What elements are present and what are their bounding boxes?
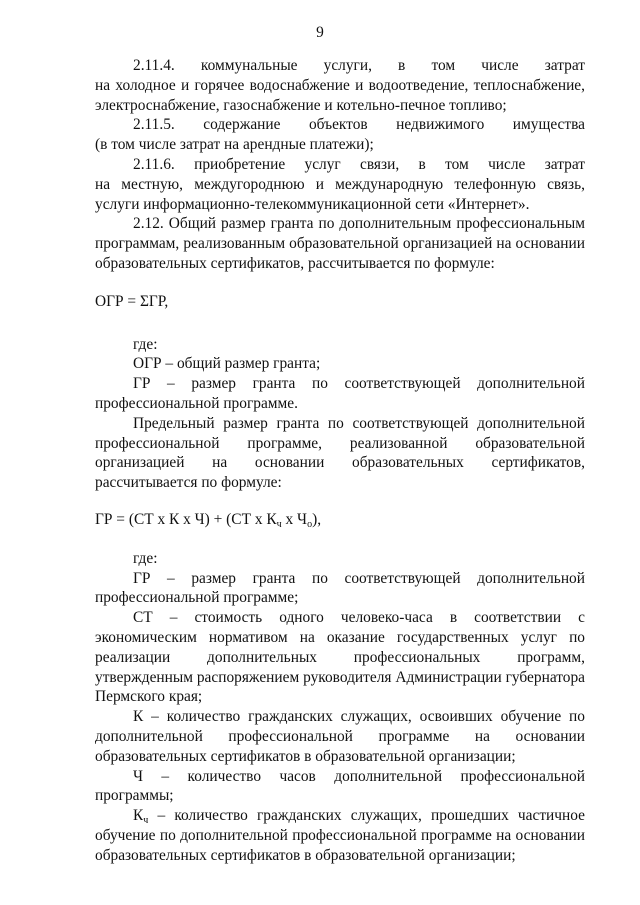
definition-ch: Ч – количество часов дополнительной профессиональной программы;	[95, 767, 585, 805]
item-text-line1: приобретение услуг связи, в том числе затрат	[194, 155, 585, 173]
definition-gr-2: ГР – размер гранта по соответствующей дополнительной профессиональной программе;	[95, 569, 585, 607]
paragraph-2-12: 2.12. Общий размер гранта по дополнительным профессиональным программам, реализованным образовательной организацией на основании образовательных сертификатов, рассчитывается по формуле:	[95, 215, 585, 272]
definition-kch	[95, 806, 585, 865]
item-first-line	[95, 155, 585, 175]
item-text-line1: содержание объектов недвижимого имущества	[203, 116, 585, 134]
where-label-2: где:	[133, 549, 158, 567]
definition-k: К – количество гражданских служащих, освоивших обучение по дополнительной профессиональной программе на основании образовательных сертификатов в образовательной организации;	[95, 708, 585, 765]
list-item-2-11-5	[95, 115, 585, 155]
paragraph-limit-grant: Предельный размер гранта по соответствующей дополнительной профессиональной программе, реализованной образовательной организацией на основании образовательных сертификатов, рассчитывается по формуле:	[95, 414, 585, 492]
item-text-rest: на местную, междугороднюю и международную телефонную связь, услуги информационно-телекоммуникационной сети «Интернет».	[95, 175, 585, 213]
page-number: 9	[316, 24, 324, 41]
item-text-line1: коммунальные услуги, в том числе затрат	[200, 57, 585, 74]
formula-part-1: ГР = (СТ х К х Ч) + (СТ х К	[95, 510, 277, 528]
item-number: 2.11.5.	[133, 116, 175, 134]
symbol-k: К	[133, 807, 144, 825]
item-text-rest: (в том числе затрат на арендные платежи);	[95, 136, 374, 154]
list-item-2-11-4	[95, 56, 585, 115]
symbol-subscript-ch: ч	[143, 815, 149, 827]
document-body	[95, 56, 585, 865]
item-number: 2.11.4.	[133, 57, 175, 74]
formula-grant	[95, 510, 585, 530]
where-label-1: где:	[133, 335, 158, 353]
definition-gr: ГР – размер гранта по соответствующей дополнительной профессиональной программе.	[95, 375, 585, 412]
formula-part-3: ),	[312, 510, 322, 528]
list-item-2-11-6	[95, 155, 585, 214]
formula-part-2: х Ч	[281, 510, 308, 528]
definition-kch-text: – количество гражданских служащих, прошедших частичное обучение по дополнительной профессиональной программе на основании образовательных сертификатов в образовательной организации;	[95, 807, 585, 864]
item-text-rest: на холодное и горячее водоснабжение и водоотведение, теплоснабжение, электроснабжение, газоснабжение и котельно-печное топливо;	[95, 76, 585, 114]
item-first-line	[95, 56, 585, 76]
definition-ogr: ОГР – общий размер гранта;	[133, 355, 321, 373]
formula-total-grant: ОГР = ΣГР,	[95, 292, 169, 310]
formula-subscript-o: о	[307, 518, 313, 530]
item-number: 2.11.6.	[133, 155, 175, 173]
formula-subscript-ch: ч	[276, 518, 282, 530]
definition-st: СТ – стоимость одного человеко-часа в соответствии с экономическим нормативом на оказание государственных услуг по реализации дополнительных профессиональных программ, утвержденным распоряжением руководителя Администрации губернатора Пермского края;	[95, 609, 585, 706]
item-first-line	[95, 115, 585, 135]
